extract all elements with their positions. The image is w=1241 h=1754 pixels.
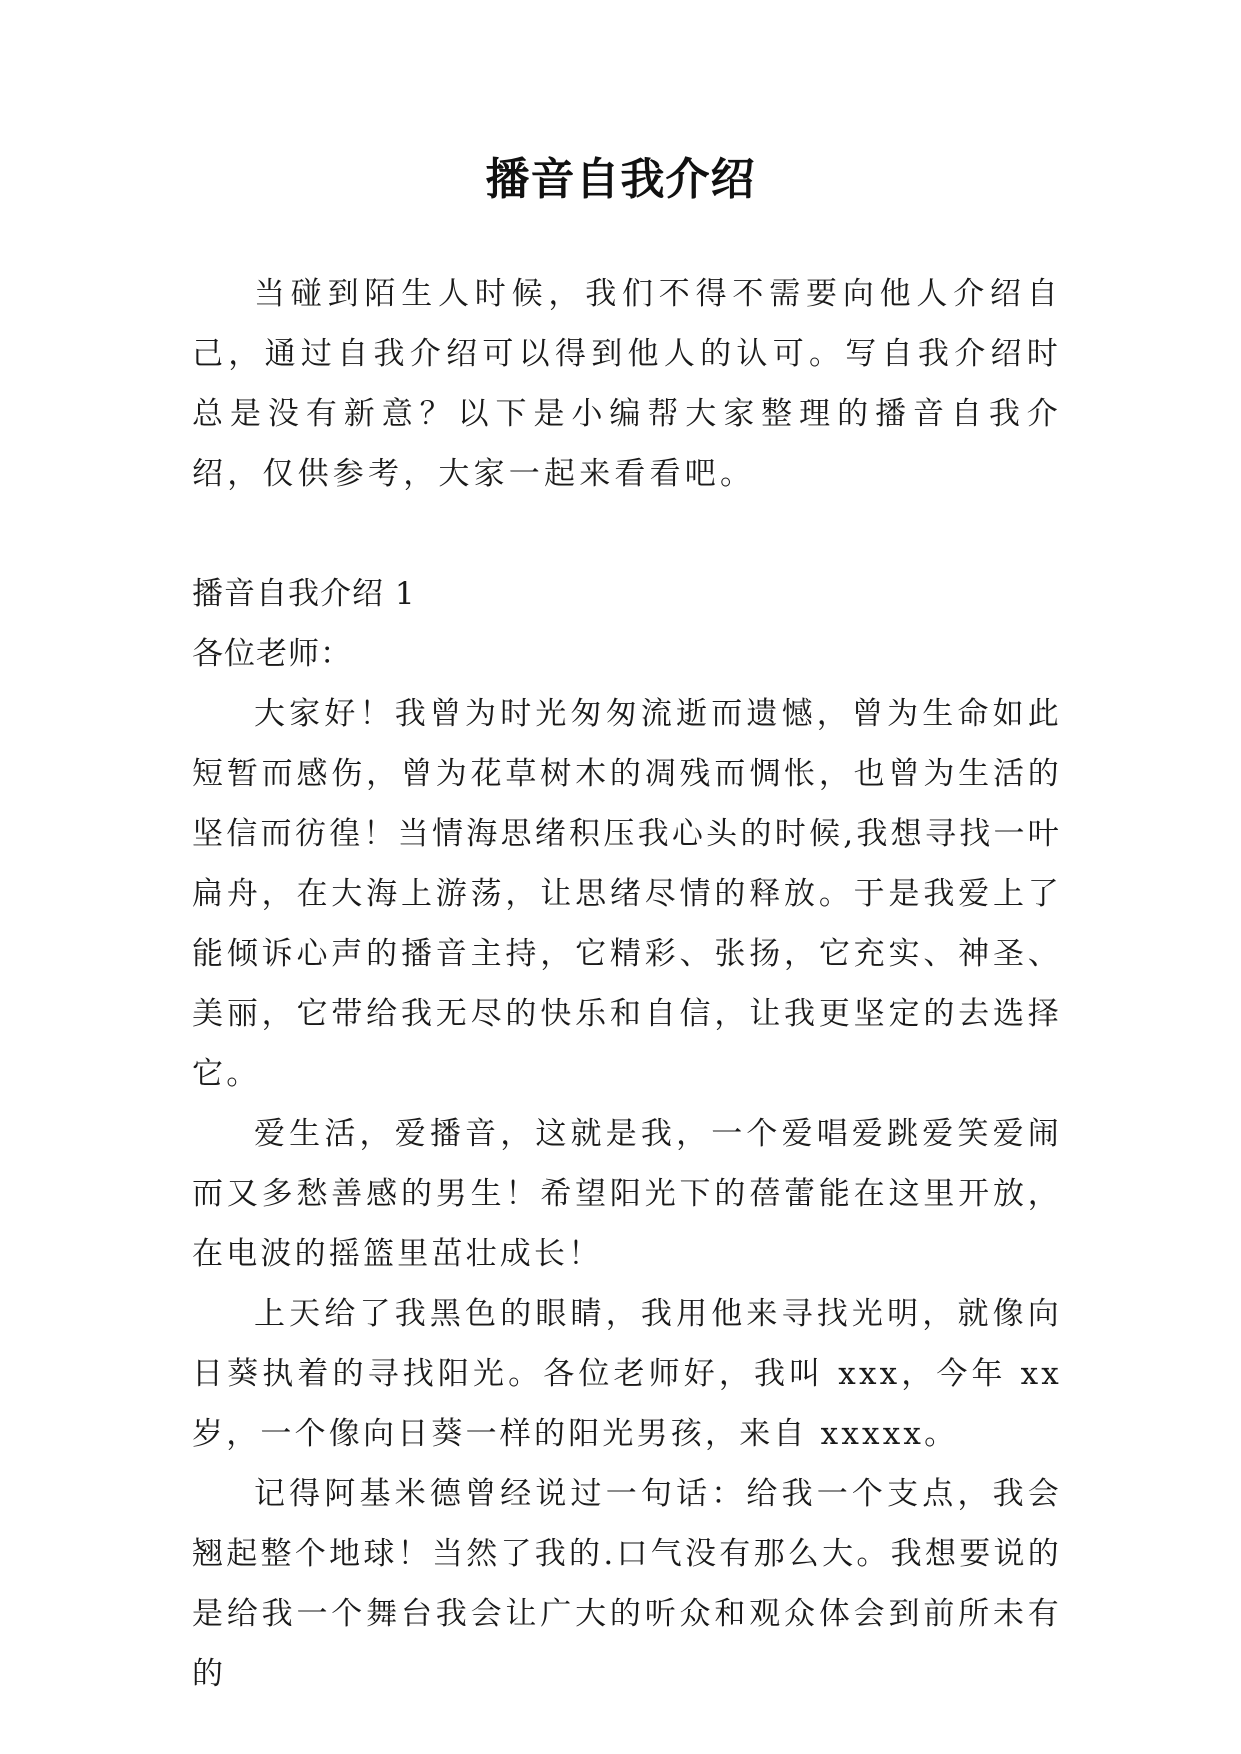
document-title: 播音自我介绍 — [485, 154, 756, 205]
intro-paragraph: 当碰到陌生人时候，我们不得不需要向他人介绍自己，通过自我介绍可以得到他人的认可。写自我介绍时总是没有新意？以下是小编帮大家整理的播音自我介绍，仅供参考，大家一起来看看吧。 — [192, 276, 1062, 492]
paragraph-spacer — [192, 504, 1062, 564]
body-paragraph-1: 大家好！我曾为时光匆匆流逝而遗憾，曾为生命如此短暂而感伤，曾为花草树木的凋残而惆怅，也曾为生活的坚信而彷徨！当情海思绪积压我心头的时候,我想寻找一叶扁舟，在大海上游荡，让思绪尽情的释放。于是我爱上了能倾诉心声的播音主持，它精彩、张扬，它充实、神圣、美丽，它带给我无尽的快乐和自信，让我更坚定的去选择它。 — [192, 696, 1062, 1092]
document-body — [192, 264, 1062, 1704]
section-heading: 播音自我介绍 1 — [192, 576, 416, 612]
body-paragraph-4: 记得阿基米德曾经说过一句话：给我一个支点，我会翘起整个地球！当然了我的.口气没有那么大。我想要说的是给我一个舞台我会让广大的听众和观众体会到前所未有的 — [192, 1476, 1062, 1692]
body-paragraph-3: 上天给了我黑色的眼睛，我用他来寻找光明，就像向日葵执着的寻找阳光。各位老师好，我叫 xxx，今年 xx 岁，一个像向日葵一样的阳光男孩，来自 xxxxx。 — [192, 1296, 1062, 1452]
salutation: 各位老师： — [192, 636, 352, 672]
body-paragraph-2: 爱生活，爱播音，这就是我，一个爱唱爱跳爱笑爱闹而又多愁善感的男生！希望阳光下的蓓蕾能在这里开放，在电波的摇篮里茁壮成长！ — [192, 1116, 1062, 1272]
